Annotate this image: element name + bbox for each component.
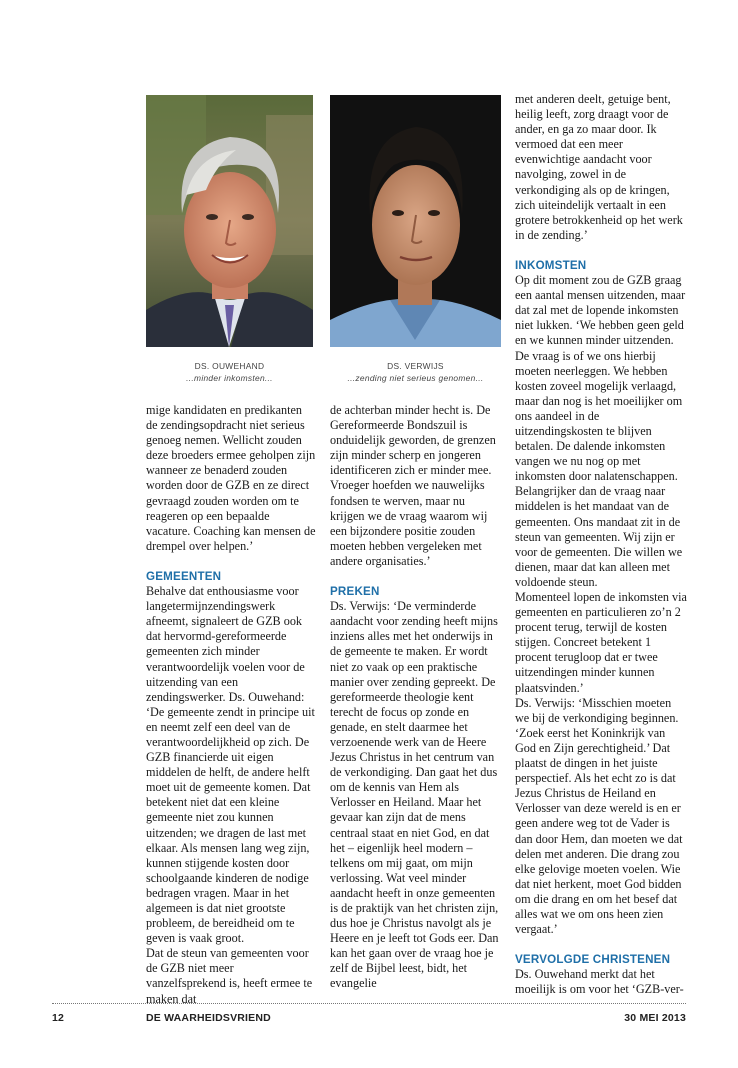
paragraph: Ds. Ouwehand merkt dat het moeilijk is om voor het ‘GZB-ver- bbox=[515, 967, 684, 997]
caption-name: DS. OUWEHAND bbox=[194, 361, 265, 371]
section-heading: VERVOLGDE CHRISTENEN bbox=[515, 953, 671, 967]
page-number: 12 bbox=[52, 1012, 65, 1024]
portrait-verwijs-image bbox=[330, 95, 501, 347]
section-heading: PREKEN bbox=[330, 585, 380, 599]
caption-verwijs bbox=[330, 360, 501, 384]
photo-ouwehand bbox=[146, 95, 313, 347]
article-column-2 bbox=[330, 403, 502, 992]
paragraph: Op dit moment zou de GZB graag een aantal mensen uitzenden, maar dat zal met de lopende inkomsten niet lukken. ‘We hebben geen geld en we kunnen minder uitzenden. De vraag is of we ons hierbij moeten neerleggen. We hebben kosten zoveel mogelijk verlaagd, maar dan nog is het moeilijker om ons aandeel in de uitzendingskosten te blijven betalen. De dalende inkomsten vangen we nu nog op met inkomsten door nalatenschappen. Belangrijker dan de vraag naar middelen is het mandaat van de gemeenten. Ons mandaat zit in de steun van gemeenten. Wij zijn er voor de gemeenten. Die willen we dienen, maar dat kan alleen met voldoende steun. bbox=[515, 273, 686, 589]
publication-name: DE WAARHEIDSVRIEND bbox=[146, 1012, 271, 1024]
caption-subtitle: ...minder inkomsten... bbox=[186, 373, 273, 383]
photo-verwijs bbox=[330, 95, 501, 347]
paragraph: Dat de steun van gemeenten voor de GZB niet meer vanzelfsprekend is, heeft ermee te maken dat bbox=[146, 946, 313, 1006]
caption-subtitle: ...zending niet serieus genomen... bbox=[347, 373, 484, 383]
paragraph: Ds. Verwijs: ‘Misschien moeten we bij de verkondiging beginnen. ‘Zoek eerst het Koninkrijk van God en Zijn gerechtigheid.’ Dat plaatst de dingen in het juiste perspectief. Als het echt zo is dat Jezus Christus de Heiland en Verlosser van deze wereld is en er geen andere weg tot de Vader is dan door Hem, dan moeten we dat delen met anderen. Die drang zou elke gelovige moeten voelen. Wie dat niet herkent, moet God bidden om die drang en om het besef dat alles wat we om ons heen zien vergaat.’ bbox=[515, 695, 683, 937]
portrait-ouwehand-image bbox=[146, 95, 313, 347]
paragraph: de achterban minder hecht is. De Gereformeerde Bondszuil is onduidelijk geworden, de grenzen zijn minder scherp en jongeren identificeren zich er minder mee. Vroeger hoefden we nauwelijks fondsen te werven, maar nu krijgen we de vraag waarom wij een bijzondere positie zouden moeten hebben vergeleken met andere organisaties.’ bbox=[330, 403, 496, 568]
caption-name: DS. VERWIJS bbox=[387, 361, 444, 371]
article-column-3 bbox=[515, 92, 688, 997]
paragraph: Momenteel lopen de inkomsten via gemeenten en particulieren zo’n 2 procent terug, terwijl de kosten stijgen. Concreet betekent 1 procent terugloop dat er twee uitzendingen minder kunnen plaatsvinden.’ bbox=[515, 590, 687, 695]
paragraph: Ds. Verwijs: ‘De verminderde aandacht voor zending heeft mijns inziens alles met het onderwijs in de gemeente te maken. Er wordt niet zo vaak op een praktische manier over zending gepreekt. De gereformeerde theologie kent terecht de focus op zonde en genade, en stelt daarmee het verzoenende werk van de Heere Jezus Christus in het centrum van de verkondiging. Dan gaat het dus om de kennis van Hem als Verlosser en Heiland. Maar het gevaar kan zijn dat de mens centraal staat en niet God, en dat het – eigenlijk heel modern – telkens om mij gaat, om mijn verlossing. Wat veel minder aandacht heeft in onze gemeenten is de praktijk van het christen zijn, dus hoe je Christus navolgt als je Heere en je leeft tot Gods eer. Dan kan het gaan over de vraag hoe je zelf de Bijbel leest, bidt, het evangelie bbox=[330, 599, 499, 991]
section-heading: INKOMSTEN bbox=[515, 258, 587, 272]
issue-date: 30 MEI 2013 bbox=[624, 1012, 686, 1024]
paragraph: met anderen deelt, getuige bent, heilig leeft, zorg draagt voor de ander, en ga zo maar door. Ik vermoed dat een meer evenwichtige aandacht voor navolging, zowel in de verkondiging als op de kringen, zich uiteindelijk vertaalt in een grotere betrokkenheid op het werk in de zending.’ bbox=[515, 92, 683, 242]
paragraph: mige kandidaten en predikanten de zendingsopdracht niet serieus genoeg nemen. Wellicht zouden deze broeders ermee geholpen zijn wanneer ze benaderd zouden worden door de GZB en ze direct gevraagd zouden worden om te reageren op een bepaalde vacature. Coaching kan mensen de drempel over helpen.’ bbox=[146, 403, 316, 553]
article-column-1 bbox=[146, 403, 316, 1007]
section-heading: GEMEENTEN bbox=[146, 569, 222, 583]
footer-divider bbox=[52, 1003, 686, 1004]
caption-ouwehand bbox=[146, 360, 313, 384]
paragraph: Behalve dat enthousiasme voor langetermijnzendingswerk afneemt, signaleert de GZB ook dat hervormd-gereformeerde gemeenten zich minder verantwoordelijk voelen voor de uitzending van een zendingswerker. Ds. Ouwehand: ‘De gemeente zendt in principe uit en neemt zelf een deel van de verantwoordelijkheid op zich. De GZB financierde uit eigen middelen de helft, de andere helft moet uit de gemeente komen. Dat betekent niet dat een kleine gemeente niet zou kunnen uitzenden; we dragen de last met elkaar. Als mensen lang weg zijn, kunnen stijgende kosten door schoolgaande kinderen de nodige bedragen vragen. Maar in het algemeen is dat niet grootste probleem, de bereidheid om te geven is vaak groot. bbox=[146, 584, 315, 946]
